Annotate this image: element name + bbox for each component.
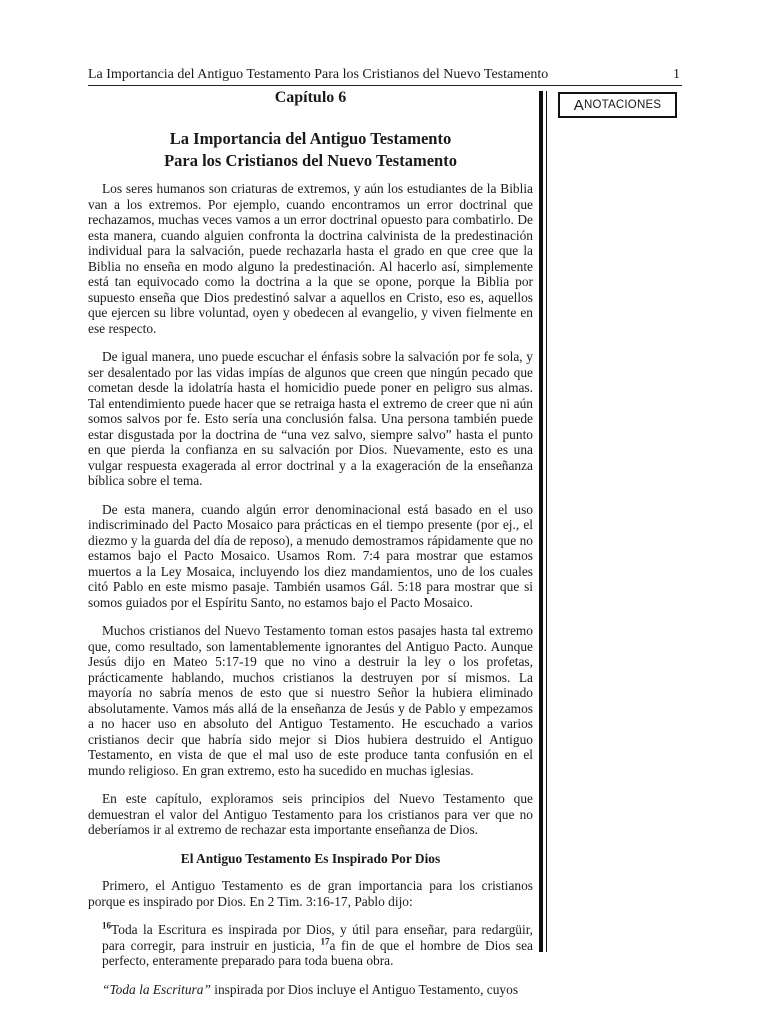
main-column (88, 88, 533, 1010)
paragraph: Primero, el Antiguo Testamento es de gran importancia para los cristianos porque es inspirado por Dios. En 2 Tim. 3:16-17, Pablo dijo: (88, 878, 533, 909)
verse-number: 16 (102, 920, 111, 931)
notes-heading-rest: NOTACIONES (584, 99, 662, 111)
chapter-title-line-1: La Importancia del Antiguo Testamento (169, 129, 452, 148)
paragraph: De esta manera, cuando algún error denominacional está basado en el uso indiscriminado del Pacto Mosaico para prácticas en el tiempo presente (por ej., el diezmo y la guarda del día de reposo), a menudo demostramos rápidamente que no estamos bajo el Pacto Mosaico. Usamos Rom. 7:4 para mostrar que estamos muertos a la Ley Mosaica, incluyendo los diez mandamientos, uno de los cuales citó Pablo en este mismo pasaje. También usamos Gál. 5:18 para mostrar que si somos guiados por el Espíritu Santo, no estamos bajo el Pacto Mosaico. (88, 501, 533, 610)
paragraph: De igual manera, uno puede escuchar el énfasis sobre la salvación por fe sola, y ser desalentado por las vidas impías de algunos que creen que ningún pecado que cometan desde la idolatría hasta el homicidio puede poner en peligro sus almas. Tal entendimiento puede hacer que se retraiga hasta el extremo de creer que ni aún somos salvos por fe. Esto sería una conclusión falsa. Una persona también puede estar disgustada por la doctrina de “una vez salvo, siempre salvo” hasta el punto en que pierda la confianza en su salvación por Dios. Nuevamente, esto es una vulgar respuesta exagerada al error doctrinal y a la exageración de la enseñanza bíblica sobre el tema. (88, 349, 533, 488)
paragraph (88, 982, 533, 998)
paragraph: Muchos cristianos del Nuevo Testamento toman estos pasajes hasta tal extremo que, como resultado, son lamentablemente ignorantes del Antiguo Pacto. Aunque Jesús dijo en Mateo 5:17-19 que no vino a destruir la ley o los profetas, prácticamente hablando, muchos cristianos la destruyen por sí mismos. La mayoría no sabría menos de esto que si nuestro Señor la hubiera eliminado absolutamente. Vamos más allá de la enseñanza de Jesús y de Pablo y empezamos a no hacer uso en absoluto del Antiguo Testamento. He escuchado a varios cristianos decir que habría sido mejor si Dios hubiera destruido el Antiguo Testamento, en vista de que el mal uso de este produce tanta confusión en el mundo religioso. En gran extremo, esto ha sucedido en muchas iglesias. (88, 623, 533, 778)
column-divider-thick (539, 91, 543, 952)
notes-heading-box (558, 92, 677, 118)
scripture-quote (102, 922, 533, 969)
running-title: La Importancia del Antiguo Testamento Para los Cristianos del Nuevo Testamento (88, 67, 549, 82)
chapter-number: Capítulo 6 (274, 89, 347, 106)
quote-text: Toda la Escritura es inspirada por Dios, y útil para enseñar, para redargüir, para corregir, para instruir en justicia, (102, 922, 533, 953)
paragraph-text: inspirada por Dios incluye el Antiguo Testamento, cuyos (210, 981, 519, 997)
italic-quote: “Toda la Escritura” (102, 981, 211, 997)
column-divider-thin (546, 91, 547, 952)
page-number: 1 (673, 67, 680, 82)
chapter-title-line-2: Para los Cristianos del Nuevo Testamento (164, 151, 457, 170)
verse-number: 17 (320, 936, 330, 947)
quote-text: a fin de que el hombre de Dios sea perfecto, enteramente preparado para toda buena obra. (102, 937, 533, 968)
paragraph: En este capítulo, exploramos seis principios del Nuevo Testamento que demuestran el valor del Antiguo Testamento para los cristianos para ver que no deberíamos ir al extremo de rechazar esta importante enseñanza de Dios. (88, 791, 533, 837)
paragraph: Los seres humanos son criaturas de extremos, y aún los estudiantes de la Biblia van a los extremos. Por ejemplo, cuando encontramos un error doctrinal que rechazamos, muchas veces vamos a un error doctrinal opuesto para combatirlo. De esta manera, cuando alguien confronta la doctrina calvinista de la predestinación individual para la salvación, puede rechazarla hasta el grado en que cree que la Biblia no enseña en modo alguno la predestinación. Al hacerlo así, simplemente está tan equivocado como la doctrina a la que se opone, porque la Biblia por supuesto enseña que Dios predestinó salvar a aquellos en Cristo, eso es, aquellos que ejercen su libre voluntad, oyen y obedecen al evangelio, y viven fielmente en ese respecto. (88, 181, 533, 336)
chapter-title (88, 128, 533, 172)
notes-heading-initial: A (573, 96, 585, 114)
section-heading: El Antiguo Testamento Es Inspirado Por Dios (180, 850, 441, 866)
running-header (88, 66, 682, 86)
